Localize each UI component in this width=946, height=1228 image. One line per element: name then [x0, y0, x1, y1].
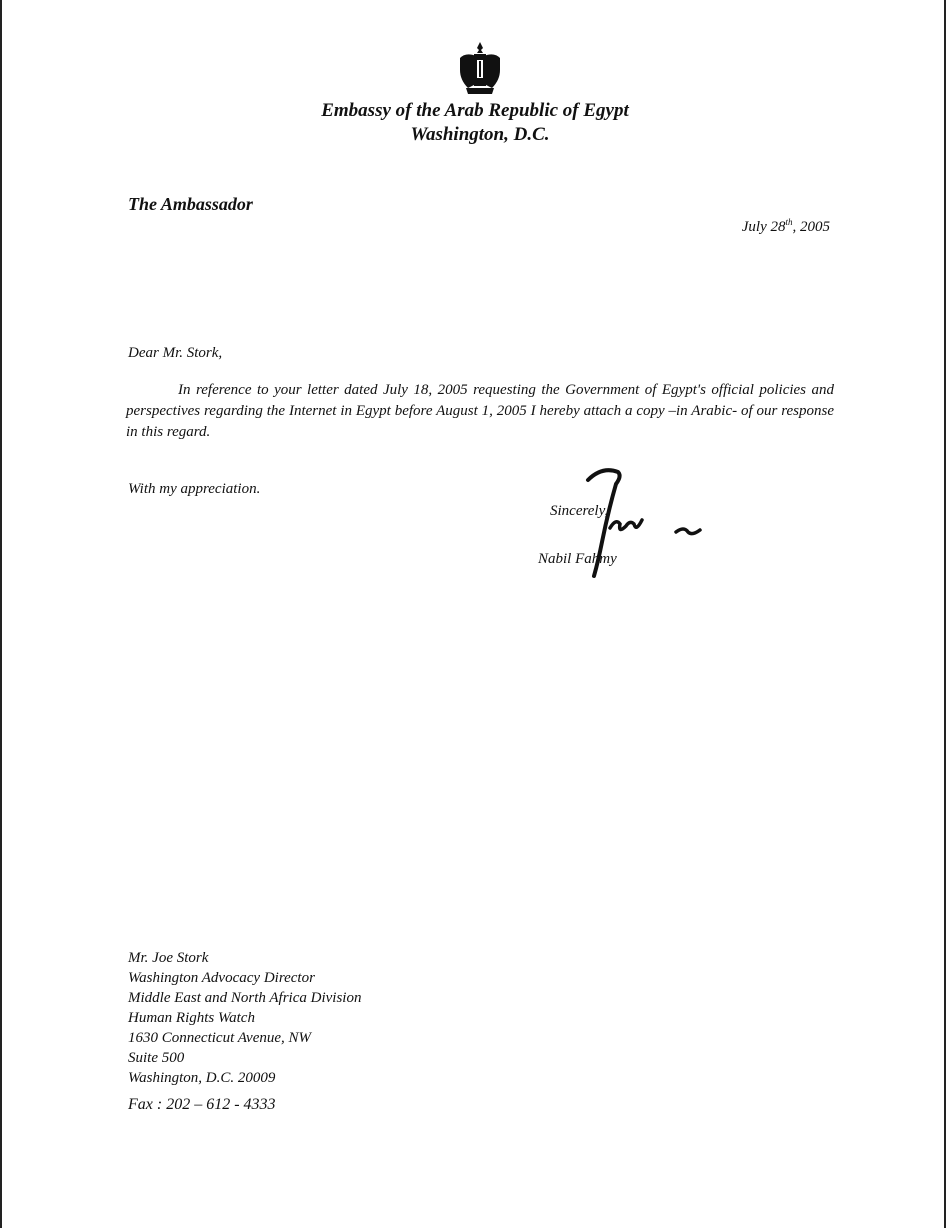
letter-date: [742, 217, 830, 236]
addressee-line: Mr. Joe Stork: [128, 950, 209, 966]
addressee-line: Washington, D.C. 20009: [128, 1070, 276, 1086]
complimentary-close: Sincerely,: [550, 503, 609, 519]
closing-line: With my appreciation.: [128, 481, 261, 497]
sender-title: The Ambassador: [128, 194, 253, 214]
addressee-line: Middle East and North Africa Division: [128, 990, 362, 1006]
date-year: , 2005: [792, 219, 830, 235]
signer-name: Nabil Fahmy: [538, 551, 617, 567]
date-month-day: July 28: [741, 219, 786, 235]
body-paragraph: In reference to your letter dated July 18, 2005 requesting the Government of Egypt's official policies and perspectives regarding the Internet in Egypt before August 1, 2005 I hereby attach a copy –in Arabic- of our response in this regard.: [126, 382, 834, 440]
addressee-line: Suite 500: [128, 1050, 185, 1066]
handwritten-signature: [580, 462, 710, 592]
eagle-emblem-icon: [454, 40, 506, 96]
embassy-name: Embassy of the Arab Republic of Egypt: [321, 100, 629, 121]
fax-number: Fax : 202 – 612 - 4333: [128, 1096, 276, 1113]
embassy-city: Washington, D.C.: [410, 124, 550, 145]
addressee-line: 1630 Connecticut Avenue, NW: [128, 1030, 312, 1046]
addressee-block: [128, 948, 361, 1088]
salutation: Dear Mr. Stork,: [128, 345, 223, 361]
addressee-line: Washington Advocacy Director: [128, 970, 315, 986]
addressee-line: Human Rights Watch: [128, 1010, 255, 1026]
date-ordinal-suffix: th: [785, 217, 793, 227]
